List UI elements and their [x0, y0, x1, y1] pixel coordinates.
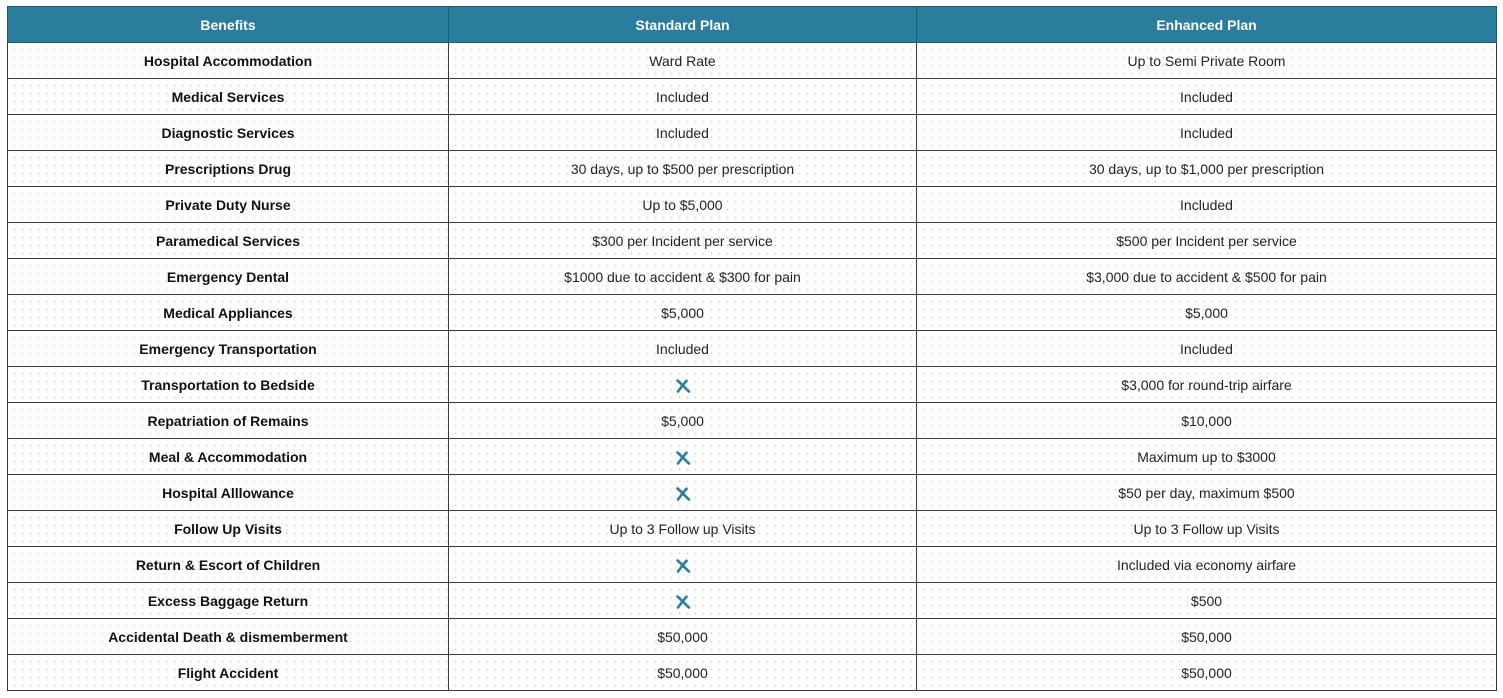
- header-enhanced-plan: Enhanced Plan: [917, 7, 1497, 43]
- standard-plan-cell: $50,000: [449, 619, 917, 655]
- table-row: [8, 223, 1497, 259]
- standard-plan-cell: Up to $5,000: [449, 187, 917, 223]
- enhanced-plan-cell: Included via economy airfare: [917, 547, 1497, 583]
- benefit-name-cell: Private Duty Nurse: [8, 187, 449, 223]
- table-row: [8, 115, 1497, 151]
- table-row: [8, 187, 1497, 223]
- enhanced-plan-cell: $500 per Incident per service: [917, 223, 1497, 259]
- table-row: [8, 439, 1497, 475]
- standard-plan-cell: Included: [449, 79, 917, 115]
- benefit-name-cell: Medical Appliances: [8, 295, 449, 331]
- standard-plan-cell: $1000 due to accident & $300 for pain: [449, 259, 917, 295]
- x-mark-icon: [675, 559, 691, 573]
- x-mark-icon: [675, 451, 691, 465]
- benefit-name-cell: Hospital Alllowance: [8, 475, 449, 511]
- table-row: [8, 547, 1497, 583]
- benefit-name-cell: Emergency Dental: [8, 259, 449, 295]
- enhanced-plan-cell: $3,000 due to accident & $500 for pain: [917, 259, 1497, 295]
- benefits-table: [7, 6, 1497, 691]
- benefit-name-cell: Diagnostic Services: [8, 115, 449, 151]
- benefit-name-cell: Meal & Accommodation: [8, 439, 449, 475]
- enhanced-plan-cell: 30 days, up to $1,000 per prescription: [917, 151, 1497, 187]
- standard-plan-cell: [449, 475, 917, 511]
- benefit-name-cell: Accidental Death & dismemberment: [8, 619, 449, 655]
- table-body: [8, 43, 1497, 691]
- benefit-name-cell: Excess Baggage Return: [8, 583, 449, 619]
- table-row: [8, 475, 1497, 511]
- standard-plan-cell: $5,000: [449, 295, 917, 331]
- enhanced-plan-cell: $50,000: [917, 655, 1497, 691]
- benefit-name-cell: Transportation to Bedside: [8, 367, 449, 403]
- benefit-name-cell: Follow Up Visits: [8, 511, 449, 547]
- benefit-name-cell: Paramedical Services: [8, 223, 449, 259]
- standard-plan-cell: [449, 439, 917, 475]
- enhanced-plan-cell: Up to Semi Private Room: [917, 43, 1497, 79]
- table-row: [8, 583, 1497, 619]
- enhanced-plan-cell: $5,000: [917, 295, 1497, 331]
- table-row: [8, 295, 1497, 331]
- standard-plan-cell: [449, 367, 917, 403]
- table-row: [8, 511, 1497, 547]
- enhanced-plan-cell: $10,000: [917, 403, 1497, 439]
- table-row: [8, 403, 1497, 439]
- benefit-name-cell: Return & Escort of Children: [8, 547, 449, 583]
- table-row: [8, 43, 1497, 79]
- standard-plan-cell: $300 per Incident per service: [449, 223, 917, 259]
- enhanced-plan-cell: $50 per day, maximum $500: [917, 475, 1497, 511]
- x-mark-icon: [675, 379, 691, 393]
- standard-plan-cell: [449, 547, 917, 583]
- table-row: [8, 331, 1497, 367]
- standard-plan-cell: Up to 3 Follow up Visits: [449, 511, 917, 547]
- table-row: [8, 619, 1497, 655]
- table-row: [8, 259, 1497, 295]
- enhanced-plan-cell: Included: [917, 79, 1497, 115]
- header-standard-plan: Standard Plan: [449, 7, 917, 43]
- benefit-name-cell: Prescriptions Drug: [8, 151, 449, 187]
- benefit-name-cell: Medical Services: [8, 79, 449, 115]
- standard-plan-cell: Included: [449, 115, 917, 151]
- enhanced-plan-cell: $500: [917, 583, 1497, 619]
- benefits-comparison: [7, 6, 1496, 691]
- enhanced-plan-cell: Included: [917, 331, 1497, 367]
- enhanced-plan-cell: Included: [917, 115, 1497, 151]
- benefit-name-cell: Hospital Accommodation: [8, 43, 449, 79]
- benefit-name-cell: Flight Accident: [8, 655, 449, 691]
- enhanced-plan-cell: Included: [917, 187, 1497, 223]
- standard-plan-cell: Ward Rate: [449, 43, 917, 79]
- enhanced-plan-cell: Up to 3 Follow up Visits: [917, 511, 1497, 547]
- benefit-name-cell: Emergency Transportation: [8, 331, 449, 367]
- table-row: [8, 151, 1497, 187]
- header-row: [8, 7, 1497, 43]
- x-mark-icon: [675, 595, 691, 609]
- enhanced-plan-cell: $3,000 for round-trip airfare: [917, 367, 1497, 403]
- table-row: [8, 655, 1497, 691]
- enhanced-plan-cell: Maximum up to $3000: [917, 439, 1497, 475]
- benefit-name-cell: Repatriation of Remains: [8, 403, 449, 439]
- standard-plan-cell: Included: [449, 331, 917, 367]
- x-mark-icon: [675, 487, 691, 501]
- standard-plan-cell: $50,000: [449, 655, 917, 691]
- table-row: [8, 79, 1497, 115]
- standard-plan-cell: $5,000: [449, 403, 917, 439]
- table-row: [8, 367, 1497, 403]
- standard-plan-cell: [449, 583, 917, 619]
- enhanced-plan-cell: $50,000: [917, 619, 1497, 655]
- header-benefits: Benefits: [8, 7, 449, 43]
- standard-plan-cell: 30 days, up to $500 per prescription: [449, 151, 917, 187]
